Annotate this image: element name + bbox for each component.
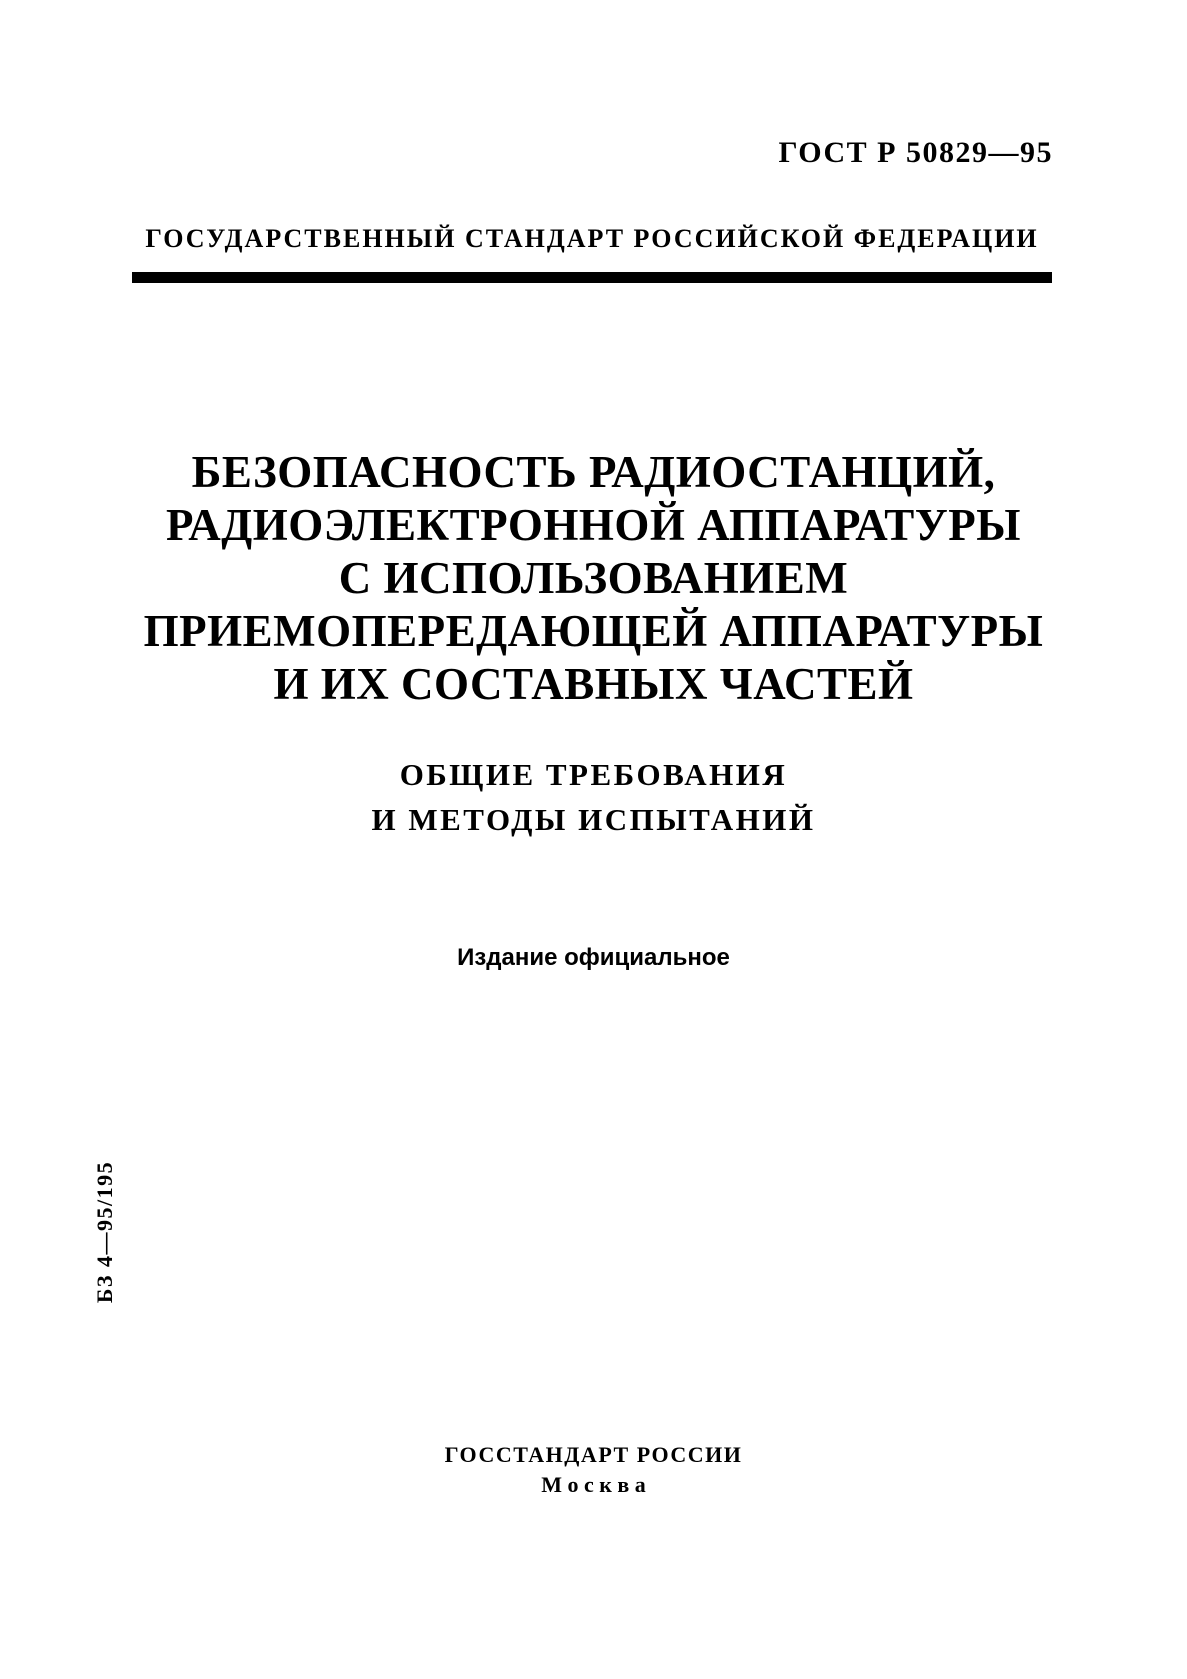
title-line: С ИСПОЛЬЗОВАНИЕМ: [338, 553, 849, 603]
title-line: И ИХ СОСТАВНЫХ ЧАСТЕЙ: [273, 659, 914, 709]
header-divider: [132, 272, 1052, 283]
document-subtitle: [60, 752, 1127, 842]
publisher-name: ГОССТАНДАРТ РОССИИ: [444, 1442, 743, 1467]
subtitle-line: И МЕТОДЫ ИСПЫТАНИЙ: [371, 802, 816, 837]
document-title: [60, 446, 1127, 711]
edition-note: Издание официальное: [457, 944, 730, 971]
title-line: БЕЗОПАСНОСТЬ РАДИОСТАНЦИЙ,: [191, 447, 996, 497]
header-title: ГОСУДАРСТВЕННЫЙ СТАНДАРТ РОССИЙСКОЙ ФЕДЕРАЦИИ: [145, 224, 1039, 253]
title-line: ПРИЕМОПЕРЕДАЮЩЕЙ АППАРАТУРЫ: [143, 606, 1044, 656]
standard-number: ГОСТ Р 50829—95: [778, 136, 1053, 169]
publisher-city: М о с к в а: [541, 1472, 646, 1497]
catalog-code: БЗ 4—95/195: [92, 1160, 117, 1304]
subtitle-line: ОБЩИЕ ТРЕБОВАНИЯ: [399, 757, 788, 792]
title-line: РАДИОЭЛЕКТРОННОЙ АППАРАТУРЫ: [166, 500, 1021, 550]
